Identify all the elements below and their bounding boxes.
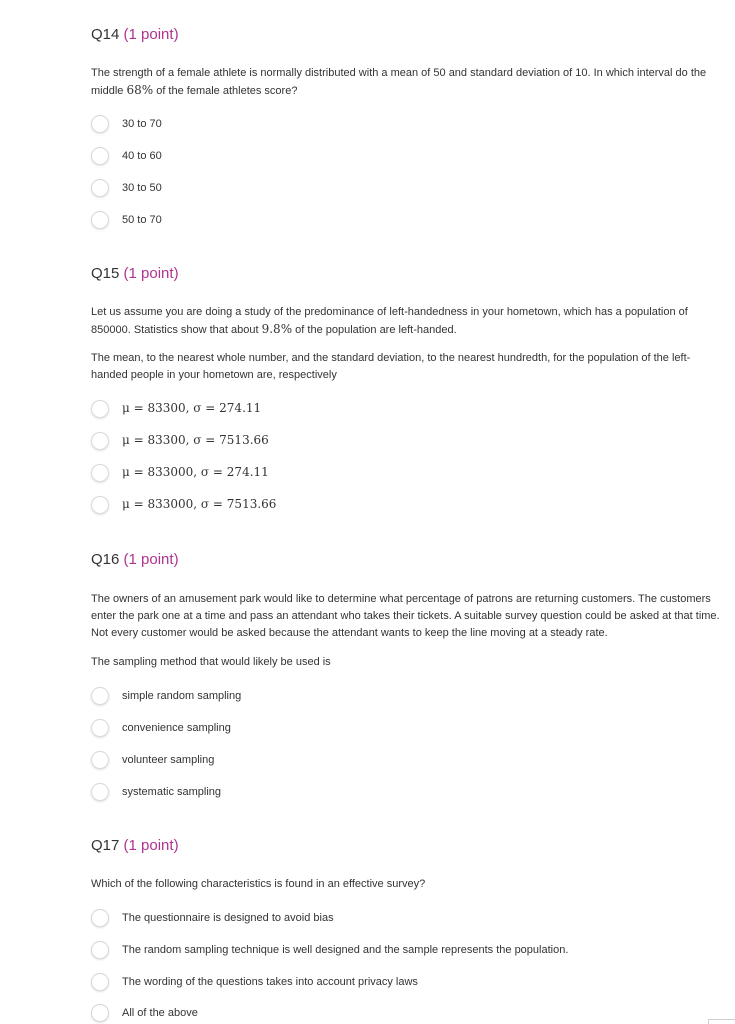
corner-tab [708, 1019, 735, 1024]
question-points: (1 point) [123, 265, 179, 282]
radio-button[interactable] [91, 464, 109, 482]
option-label: 30 to 50 [122, 182, 162, 194]
option-label: 50 to 70 [122, 214, 162, 226]
question-text-part: The strength of a female athlete is normally distributed with a mean of 50 and standard deviation of 10. In which interval do the middle [91, 67, 707, 97]
option-label: μ = 83300, σ = 7513.66 [122, 433, 269, 447]
answer-option[interactable] [91, 400, 691, 420]
answer-option[interactable] [91, 687, 691, 707]
answer-option[interactable] [91, 751, 691, 771]
option-label: simple random sampling [122, 690, 242, 702]
radio-button[interactable] [91, 400, 109, 418]
option-label: 40 to 60 [122, 150, 162, 162]
option-label: systematic sampling [122, 786, 222, 798]
option-label: The questionnaire is designed to avoid bias [122, 912, 334, 924]
answer-option[interactable] [91, 464, 691, 484]
answer-option[interactable] [91, 941, 691, 961]
answer-option[interactable] [91, 432, 691, 452]
question-header [91, 551, 179, 568]
question-header [91, 837, 179, 854]
question-text-part: of the female athletes score? [153, 85, 298, 97]
question-points: (1 point) [123, 551, 179, 568]
option-label: All of the above [122, 1007, 198, 1019]
radio-button[interactable] [91, 941, 109, 959]
option-label: convenience sampling [122, 722, 231, 734]
option-label: μ = 83300, σ = 274.11 [122, 401, 262, 415]
answer-option[interactable] [91, 496, 691, 516]
answer-option[interactable] [91, 1004, 691, 1024]
answer-option[interactable] [91, 115, 691, 135]
question-number: Q15 [91, 265, 120, 282]
radio-button[interactable] [91, 719, 109, 737]
question-text: The owners of an amusement park would like to determine what percentage of patrons are returning customers. The customers enter the park one at a time and pass an attendant who takes their tickets. A suitable survey question could be asked at that time. Not every customer would be asked because the attendant wants to keep the line moving at a steady rate. [91, 593, 720, 639]
question-text [91, 65, 711, 100]
radio-button[interactable] [91, 973, 109, 991]
option-label: The random sampling technique is well designed and the sample represents the population. [122, 944, 569, 956]
question-text: Which of the following characteristics is found in an effective survey? [91, 878, 426, 890]
radio-button[interactable] [91, 751, 109, 769]
question-text-part: of the population are left-handed. [292, 324, 457, 336]
radio-button[interactable] [91, 1004, 109, 1022]
option-label: The wording of the questions takes into account privacy laws [122, 976, 418, 988]
math-expression: 9.8% [261, 322, 293, 336]
radio-button[interactable] [91, 432, 109, 450]
question-points: (1 point) [123, 837, 179, 854]
math-expression: 68% [126, 83, 154, 97]
radio-button[interactable] [91, 496, 109, 514]
question-header [91, 26, 179, 43]
question-number: Q14 [91, 26, 120, 43]
question-number: Q17 [91, 837, 120, 854]
question-prompt: The mean, to the nearest whole number, and the standard deviation, to the nearest hundredth, for the population of the left-handed people in your hometown are, respectively [91, 352, 691, 381]
answer-option[interactable] [91, 719, 691, 739]
answer-option[interactable] [91, 147, 691, 167]
radio-button[interactable] [91, 179, 109, 197]
answer-option[interactable] [91, 973, 691, 993]
radio-button[interactable] [91, 687, 109, 705]
answer-option[interactable] [91, 783, 691, 803]
radio-button[interactable] [91, 211, 109, 229]
question-text-part: Let us assume you are doing a study of the predominance of left-handedness in your hometown, which has a population of 850000. Statistics show that about [91, 306, 688, 336]
answer-option[interactable] [91, 211, 691, 231]
question-number: Q16 [91, 551, 120, 568]
radio-button[interactable] [91, 783, 109, 801]
option-label: μ = 833000, σ = 7513.66 [122, 497, 277, 511]
question-points: (1 point) [123, 26, 179, 43]
radio-button[interactable] [91, 115, 109, 133]
radio-button[interactable] [91, 147, 109, 165]
option-label: 30 to 70 [122, 118, 162, 130]
answer-option[interactable] [91, 909, 691, 929]
question-header [91, 265, 179, 282]
option-label: volunteer sampling [122, 754, 215, 766]
radio-button[interactable] [91, 909, 109, 927]
answer-option[interactable] [91, 179, 691, 199]
option-label: μ = 833000, σ = 274.11 [122, 465, 269, 479]
question-prompt: The sampling method that would likely be used is [91, 656, 331, 668]
question-text [91, 304, 711, 339]
